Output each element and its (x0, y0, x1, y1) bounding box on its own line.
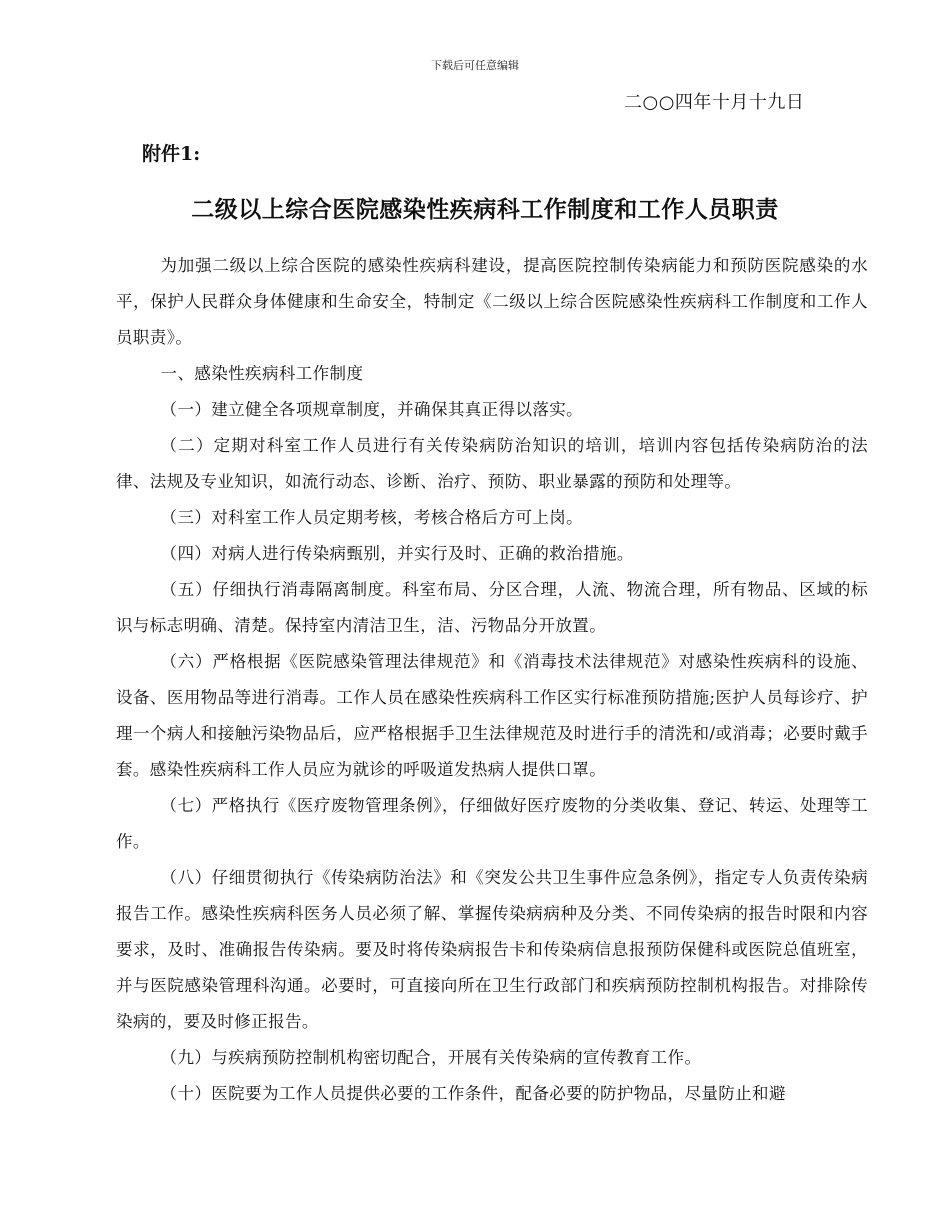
body-paragraph: （五）仔细执行消毒隔离制度。科室布局、分区合理，人流、物流合理，所有物品、区域的标识与标志明确、清楚。保持室内清洁卫生，洁、污物品分开放置。 (116, 580, 868, 635)
section-heading: 一、感染性疾病科工作制度 (160, 364, 364, 383)
body-paragraph: （八）仔细贯彻执行《传染病防治法》和《突发公共卫生事件应急条例》，指定专人负责传染病报告工作。感染性疾病科医务人员必须了解、掌握传染病病种及分类、不同传染病的报告时限和内容要求，及时、准确报告传染病。要及时将传染病报告卡和传染病信息报预防保健科或医院总值班室，并与医院感染管理科沟通。必要时，可直接向所在卫生行政部门和疾病预防控制机构报告。对排除传染病的，要及时修正报告。 (116, 868, 868, 1031)
body-paragraph: （九）与疾病预防控制机构密切配合，开展有关传染病的宣传教育工作。 (160, 1048, 702, 1067)
document-date: 二○○四年十月十九日 (624, 92, 805, 113)
document-body (116, 248, 868, 1112)
body-paragraph: （六）严格根据《医院感染管理法律规范》和《消毒技术法律规范》对感染性疾病科的设施、设备、医用物品等进行消毒。工作人员在感染性疾病科工作区实行标准预防措施;医护人员每诊疗、护理一个病人和接触污染物品后，应严格根据手卫生法律规范及时进行手的清洗和/或消毒；必要时戴手套。感染性疾病科工作人员应为就诊的呼吸道发热病人提供口罩。 (116, 652, 868, 779)
body-paragraph: （七）严格执行《医疗废物管理条例》，仔细做好医疗废物的分类收集、登记、转运、处理等工作。 (116, 796, 868, 851)
body-paragraph: （二）定期对科室工作人员进行有关传染病防治知识的培训，培训内容包括传染病防治的法律、法规及专业知识，如流行动态、诊断、治疗、预防、职业暴露的预防和处理等。 (116, 436, 868, 491)
document-title: 二级以上综合医院感染性疾病科工作制度和工作人员职责 (191, 196, 779, 223)
body-paragraph: （三）对科室工作人员定期考核，考核合格后方可上岗。 (160, 508, 584, 527)
header-note: 下载后可任意编辑 (431, 59, 519, 72)
body-paragraph: （四）对病人进行传染病甄别，并实行及时、正确的救治措施。 (160, 544, 634, 563)
body-paragraph: （一）建立健全各项规章制度，并确保其真正得以落实。 (160, 400, 584, 419)
attachment-label: 附件1: (142, 143, 201, 165)
intro-paragraph: 为加强二级以上综合医院的感染性疾病科建设，提高医院控制传染病能力和预防医院感染的水平，保护人民群众身体健康和生命安全，特制定《二级以上综合医院感染性疾病科工作制度和工作人员职责》。 (116, 256, 868, 347)
body-paragraph: （十）医院要为工作人员提供必要的工作条件，配备必要的防护物品，尽量防止和避 (160, 1084, 786, 1103)
